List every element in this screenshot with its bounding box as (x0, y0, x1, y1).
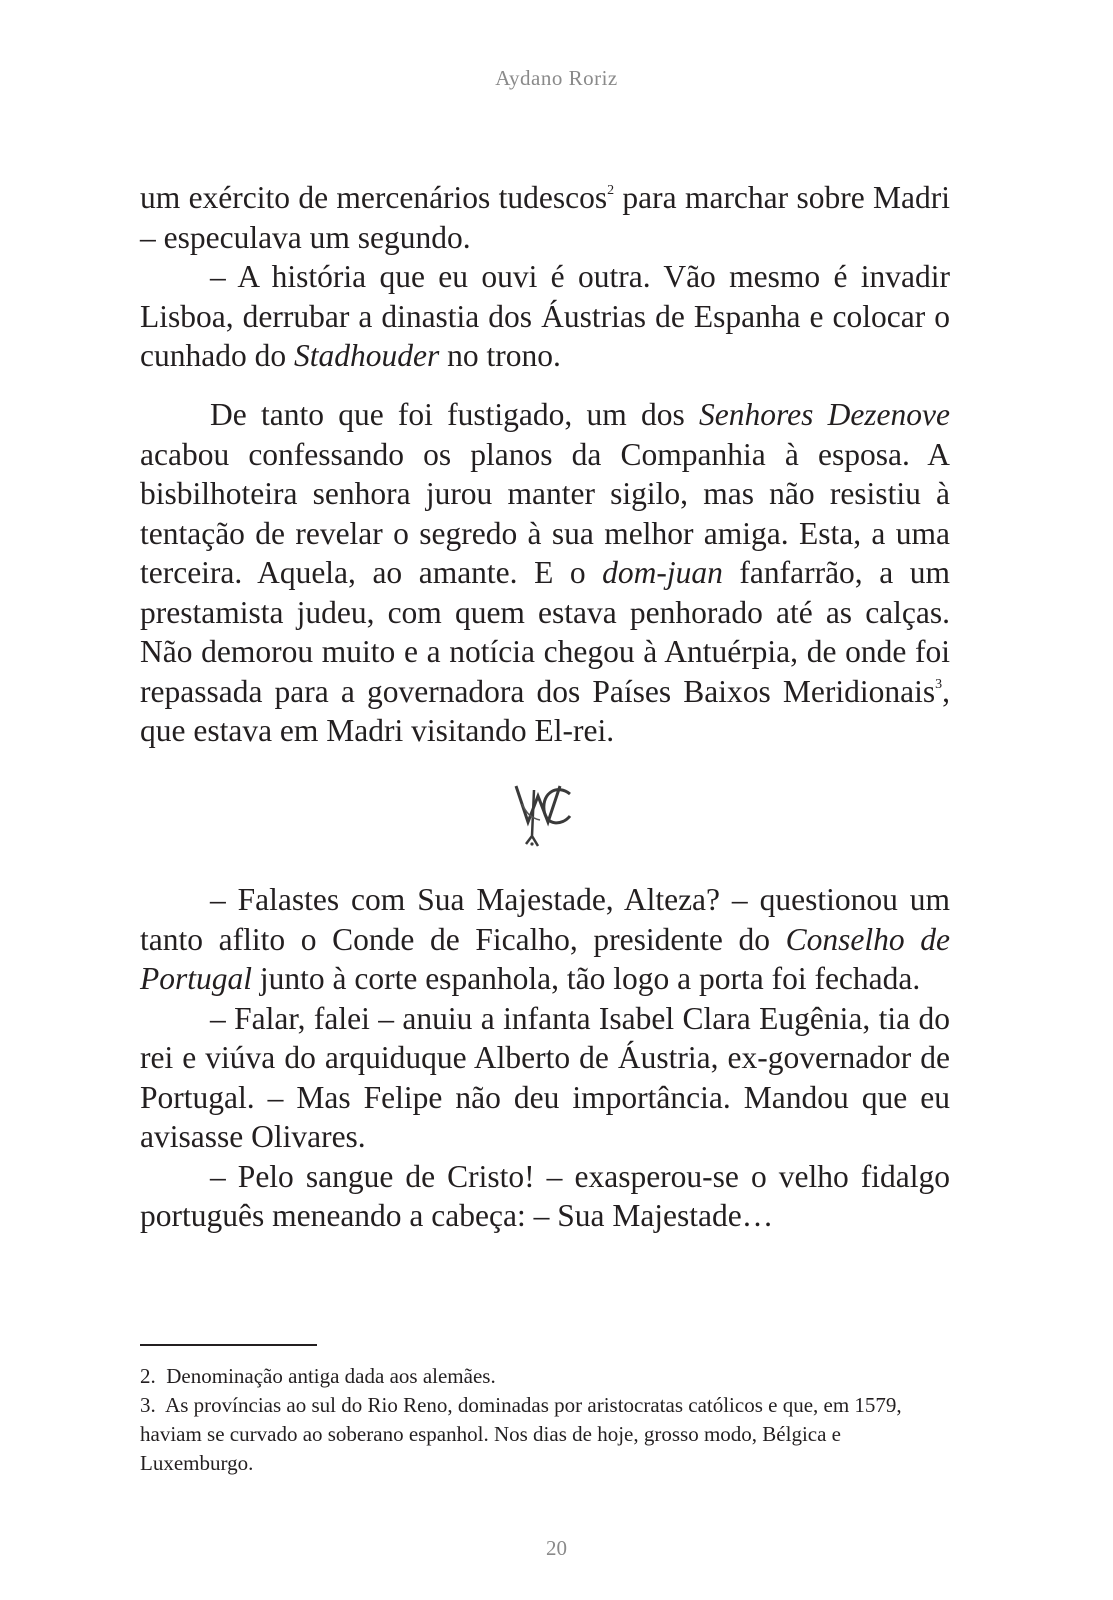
running-head-author: Aydano Roriz (495, 66, 618, 90)
paragraph: – Falastes com Sua Majestade, Alteza? – questionou um tanto aflito o Conde de Ficalho, presidente do Conselho de Portugal junto à corte espanhola, tão logo a porta foi fechada. (140, 882, 950, 996)
page-number: 20 (546, 1536, 567, 1560)
footnotes (140, 1362, 952, 1478)
wic-monogram-icon (512, 782, 576, 850)
text-block-middle (140, 395, 950, 751)
paragraph: – Pelo sangue de Cristo! – exasperou-se o velho fidalgo português meneando a cabeça: – Sua Majestade… (140, 1158, 950, 1233)
paragraph: um exército de mercenários tudescos$^2$ para marchar sobre Madri – especulava um segundo. (140, 180, 950, 255)
text-block-bottom (140, 880, 950, 1236)
paragraph: De tanto que foi fustigado, um dos Senhores Dezenove acabou confessando os planos da Companhia à esposa. A bisbilhoteira senhora jurou manter sigilo, mas não resistiu à tentação de revelar o segredo à sua melhor amiga. Esta, a uma terceira. Aquela, ao amante. E o dom-juan fanfarrão, a um prestamista judeu, com quem estava penhorado até as calças. Não demorou muito e a notícia chegou à Antuérpia, de onde foi repassada para a governadora dos Países Baixos Meridionais$^3$, que estava em Madri visitando El-rei. (140, 397, 950, 748)
footnote-item: 2. Denominação antiga dada aos alemães. (140, 1364, 496, 1388)
monogram-graphic (512, 782, 576, 850)
paragraph: – Falar, falei – anuiu a infanta Isabel Clara Eugênia, tia do rei e viúva do arquiduque Alberto de Áustria, ex-governador de Portugal. – Mas Felipe não deu importância. Mandou que eu avisasse Olivares. (140, 1000, 950, 1154)
footnote-divider (140, 1344, 317, 1346)
text-block-top (140, 178, 950, 376)
footnote-item: 3. As províncias ao sul do Rio Reno, dominadas por aristocratas católicos e que, em 1579, haviam se curvado ao soberano espanhol. Nos dias de hoje, grosso modo, Bélgica e Luxemburgo. (140, 1393, 902, 1475)
footnote-ref: 2 (607, 183, 615, 198)
paragraph: – A história que eu ouvi é outra. Vão mesmo é invadir Lisboa, derrubar a dinastia dos Áustrias de Espanha e colocar o cunhado do Stadhouder no trono. (140, 259, 950, 373)
footnote-ref: 3 (935, 676, 943, 692)
